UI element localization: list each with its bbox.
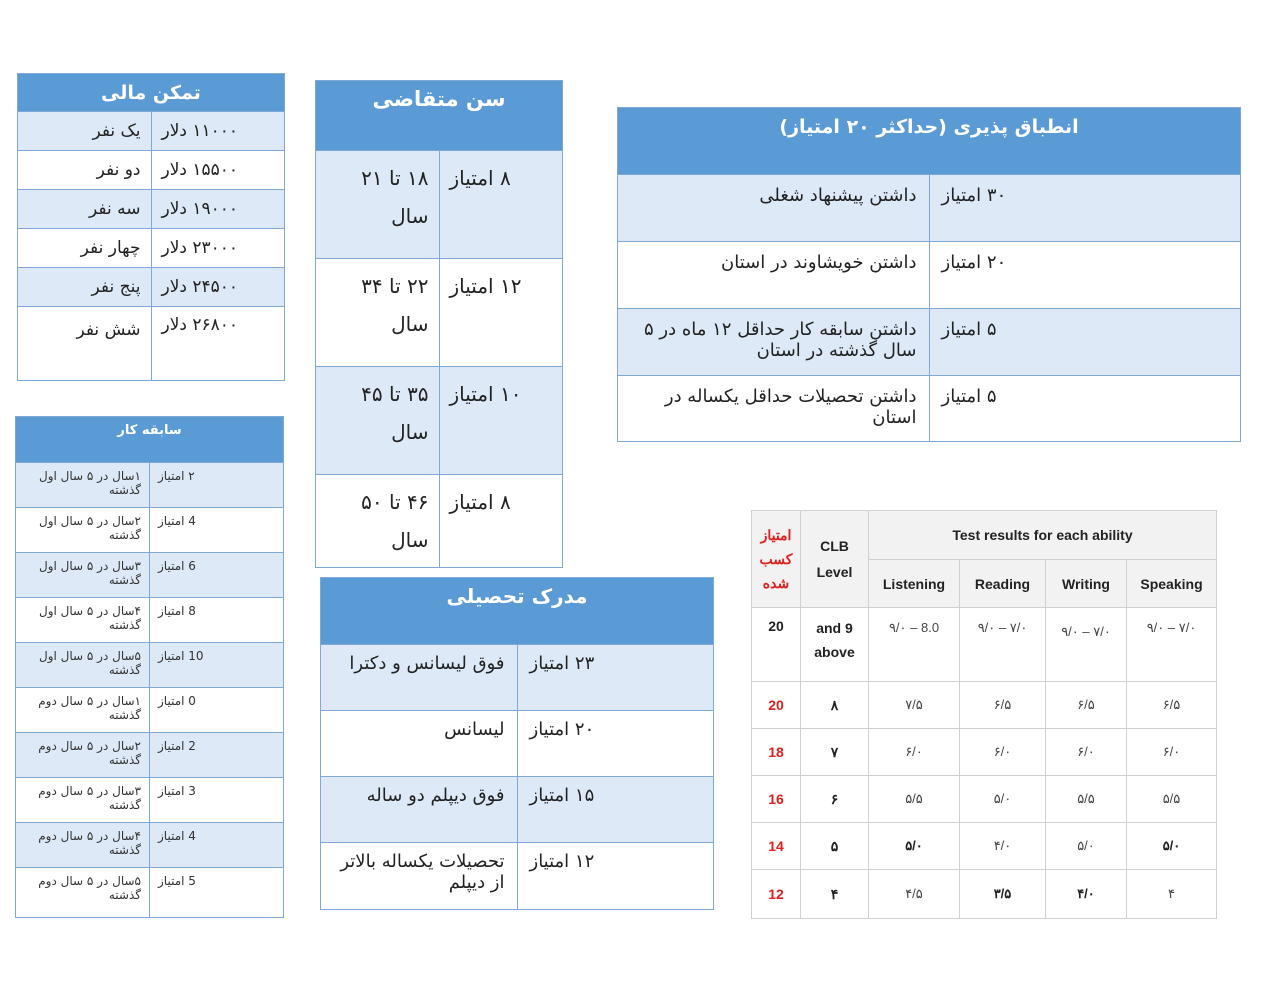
age-title: سن متقاضی: [316, 81, 563, 151]
work-points: 3 امتیاز: [150, 778, 284, 823]
table-row: [18, 190, 285, 229]
table-row: [16, 688, 284, 733]
age-range: ۲۲ تا ۳۴ سال: [316, 259, 440, 367]
work-duration: ۲سال در ۵ سال اول گذشته: [16, 508, 150, 553]
work-points: 4 امتیاز: [150, 823, 284, 868]
work-points: 6 امتیاز: [150, 553, 284, 598]
table-row: [321, 843, 714, 910]
work-points: 4 امتیاز: [150, 508, 284, 553]
financial-value: ۱۱۰۰۰ دلار: [151, 112, 285, 151]
age-table: [315, 80, 563, 556]
work-points: 2 امتیاز: [150, 733, 284, 778]
clb-level-cell: ۷: [801, 729, 869, 776]
writing-cell: ۷/۰ – ۹/۰: [1046, 608, 1127, 682]
table-row: [16, 598, 284, 643]
clb-level-cell: ۶: [801, 776, 869, 823]
test-results-header: Test results for each ability: [869, 511, 1217, 560]
financial-value: ۲۴۵۰۰ دلار: [151, 268, 285, 307]
financial-title: تمکن مالی: [18, 74, 285, 112]
financial-table: [17, 73, 285, 381]
clb-level-cell: ۸: [801, 682, 869, 729]
table-row: [16, 508, 284, 553]
writing-cell: ۴/۰: [1046, 870, 1127, 919]
education-degree: تحصیلات یکساله بالاتر از دیپلم: [321, 843, 518, 910]
work-experience-table: [15, 416, 284, 918]
table-row: [321, 777, 714, 843]
table-row: [618, 175, 1241, 242]
financial-value: ۱۹۰۰۰ دلار: [151, 190, 285, 229]
table-row: [618, 242, 1241, 309]
education-points: ۱۲ امتیاز: [517, 843, 714, 910]
education-points: ۱۵ امتیاز: [517, 777, 714, 843]
age-points: ۸ امتیاز: [439, 151, 563, 259]
listening-cell: ۶/۰: [869, 729, 960, 776]
education-table: [320, 577, 714, 910]
table-row: [18, 151, 285, 190]
financial-label: پنج نفر: [18, 268, 152, 307]
financial-label: سه نفر: [18, 190, 152, 229]
table-row: [16, 733, 284, 778]
work-points: ۲ امتیاز: [150, 463, 284, 508]
table-row: [618, 376, 1241, 442]
education-degree: لیسانس: [321, 711, 518, 777]
table-row: [752, 608, 1217, 682]
writing-cell: ۵/۵: [1046, 776, 1127, 823]
table-row: [16, 463, 284, 508]
age-points: ۱۰ امتیاز: [439, 367, 563, 475]
work-title: سابقه کار: [16, 417, 284, 463]
table-row: [316, 367, 563, 475]
listening-cell: ۴/۵: [869, 870, 960, 919]
work-duration: ۵سال در ۵ سال اول گذشته: [16, 643, 150, 688]
writing-header: Writing: [1046, 560, 1127, 608]
reading-cell: ۶/۵: [960, 682, 1046, 729]
education-title: مدرک تحصیلی: [321, 578, 714, 645]
work-duration: ۵سال در ۵ سال دوم گذشته: [16, 868, 150, 918]
work-duration: ۱سال در ۵ سال دوم گذشته: [16, 688, 150, 733]
financial-value: ۲۶۸۰۰ دلار: [151, 307, 285, 381]
work-points: 5 امتیاز: [150, 868, 284, 918]
financial-value: ۲۳۰۰۰ دلار: [151, 229, 285, 268]
clb-level-cell: ۴: [801, 870, 869, 919]
adaptability-title: انطباق پذیری (حداکثر ۲۰ امتیاز): [618, 108, 1241, 175]
clb-level-cell: 9 and above: [801, 608, 869, 682]
table-row: [18, 229, 285, 268]
listening-cell: 8.0 – ۹/۰: [869, 608, 960, 682]
points-cell: 12: [752, 870, 801, 919]
reading-cell: ۴/۰: [960, 823, 1046, 870]
work-points: 8 امتیاز: [150, 598, 284, 643]
listening-cell: ۷/۵: [869, 682, 960, 729]
reading-cell: ۶/۰: [960, 729, 1046, 776]
table-row: [752, 776, 1217, 823]
table-row: [16, 868, 284, 918]
education-degree: فوق لیسانس و دکترا: [321, 645, 518, 711]
work-duration: ۳سال در ۵ سال دوم گذشته: [16, 778, 150, 823]
speaking-cell: ۶/۵: [1127, 682, 1217, 729]
points-cell: 18: [752, 729, 801, 776]
reading-cell: ۷/۰ – ۹/۰: [960, 608, 1046, 682]
table-row: [316, 259, 563, 367]
table-row: [321, 645, 714, 711]
age-points: ۸ امتیاز: [439, 475, 563, 568]
adaptability-points: ۵ امتیاز: [929, 309, 1241, 376]
age-range: ۱۸ تا ۲۱ سال: [316, 151, 440, 259]
financial-label: شش نفر: [18, 307, 152, 381]
table-row: [16, 823, 284, 868]
speaking-cell: ۵/۰: [1127, 823, 1217, 870]
reading-cell: ۳/۵: [960, 870, 1046, 919]
adaptability-points: ۵ امتیاز: [929, 376, 1241, 442]
writing-cell: ۶/۰: [1046, 729, 1127, 776]
education-points: ۲۳ امتیاز: [517, 645, 714, 711]
points-cell: 14: [752, 823, 801, 870]
work-duration: ۳سال در ۵ سال اول گذشته: [16, 553, 150, 598]
clb-table: [751, 510, 1217, 919]
listening-cell: ۵/۵: [869, 776, 960, 823]
clb-level-cell: ۵: [801, 823, 869, 870]
adaptability-factor: داشتن پیشنهاد شغلی: [618, 175, 930, 242]
table-row: [18, 307, 285, 381]
financial-label: یک نفر: [18, 112, 152, 151]
work-duration: ۴سال در ۵ سال دوم گذشته: [16, 823, 150, 868]
adaptability-factor: داشتن تحصیلات حداقل یکساله در استان: [618, 376, 930, 442]
work-duration: ۴سال در ۵ سال اول گذشته: [16, 598, 150, 643]
reading-header: Reading: [960, 560, 1046, 608]
table-row: [16, 553, 284, 598]
table-row: [618, 309, 1241, 376]
speaking-cell: ۵/۵: [1127, 776, 1217, 823]
financial-label: دو نفر: [18, 151, 152, 190]
adaptability-points: ۲۰ امتیاز: [929, 242, 1241, 309]
education-points: ۲۰ امتیاز: [517, 711, 714, 777]
speaking-cell: ۴: [1127, 870, 1217, 919]
reading-cell: ۵/۰: [960, 776, 1046, 823]
age-points: ۱۲ امتیاز: [439, 259, 563, 367]
table-row: [18, 112, 285, 151]
points-header: امتیاز کسب شده: [752, 511, 801, 608]
table-row: [321, 711, 714, 777]
points-cell: 20: [752, 682, 801, 729]
adaptability-table: [617, 107, 1241, 442]
clb-level-header: CLB Level: [801, 511, 869, 608]
table-row: [16, 643, 284, 688]
work-points: 0 امتیاز: [150, 688, 284, 733]
table-row: [316, 151, 563, 259]
adaptability-factor: داشتن خویشاوند در استان: [618, 242, 930, 309]
adaptability-points: ۳۰ امتیاز: [929, 175, 1241, 242]
financial-value: ۱۵۵۰۰ دلار: [151, 151, 285, 190]
table-row: [752, 823, 1217, 870]
listening-header: Listening: [869, 560, 960, 608]
table-row: [316, 475, 563, 568]
adaptability-factor: داشتن سابقه کار حداقل ۱۲ ماه در ۵ سال گذشته در استان: [618, 309, 930, 376]
points-cell: 20: [752, 608, 801, 682]
work-duration: ۱سال در ۵ سال اول گذشته: [16, 463, 150, 508]
speaking-cell: ۷/۰ – ۹/۰: [1127, 608, 1217, 682]
financial-label: چهار نفر: [18, 229, 152, 268]
writing-cell: ۵/۰: [1046, 823, 1127, 870]
education-degree: فوق دیپلم دو ساله: [321, 777, 518, 843]
speaking-header: Speaking: [1127, 560, 1217, 608]
table-row: [16, 778, 284, 823]
speaking-cell: ۶/۰: [1127, 729, 1217, 776]
age-range: ۳۵ تا ۴۵ سال: [316, 367, 440, 475]
listening-cell: ۵/۰: [869, 823, 960, 870]
table-row: [752, 870, 1217, 919]
table-row: [752, 682, 1217, 729]
table-row: [18, 268, 285, 307]
points-cell: 16: [752, 776, 801, 823]
table-row: [752, 729, 1217, 776]
work-duration: ۲سال در ۵ سال دوم گذشته: [16, 733, 150, 778]
work-points: 10 امتیاز: [150, 643, 284, 688]
writing-cell: ۶/۵: [1046, 682, 1127, 729]
age-range: ۴۶ تا ۵۰ سال: [316, 475, 440, 568]
